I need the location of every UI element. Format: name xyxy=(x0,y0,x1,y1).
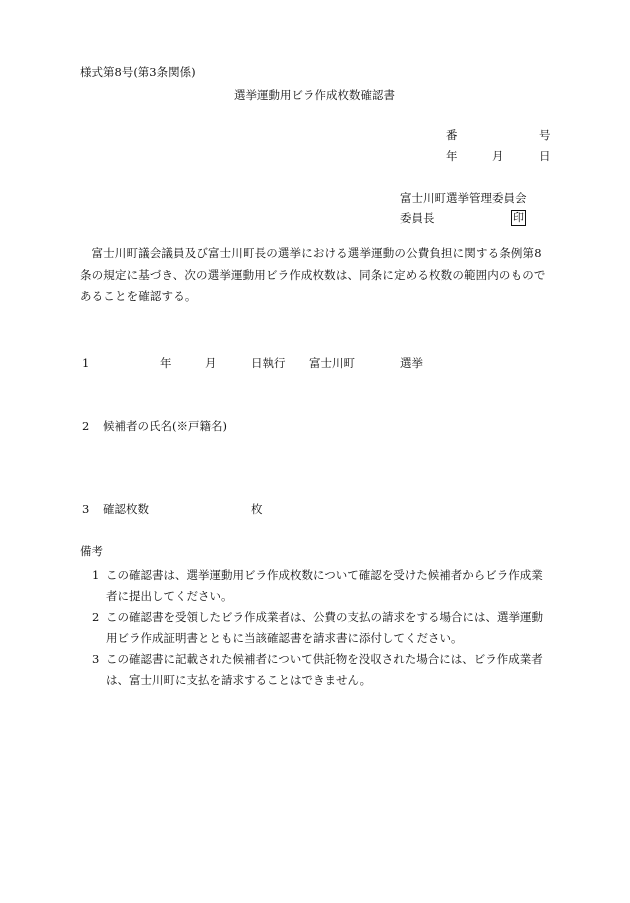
form-label: 様式第8号(第3条関係) xyxy=(80,65,196,79)
item-3-label: 確認枚数 xyxy=(103,502,149,516)
remark-3-number: 3 xyxy=(92,652,100,666)
date-month: 月 xyxy=(492,149,504,163)
document-title: 選挙運動用ビラ作成枚数確認書 xyxy=(234,88,395,102)
remark-1 xyxy=(92,565,552,607)
number-label-ban: 番 xyxy=(446,128,458,142)
item-2-number: 2 xyxy=(82,419,90,433)
item-3-unit: 枚 xyxy=(251,502,263,516)
remark-3-text: この確認書に記載された候補者について供託物を没収された場合には、ビラ作成業者は、富士川町に支払を請求することはできません。 xyxy=(106,652,543,687)
remark-1-text: この確認書は、選挙運動用ビラ作成枚数について確認を受けた候補者からビラ作成業者に提出してください。 xyxy=(106,568,543,603)
remarks-heading: 備考 xyxy=(80,544,103,558)
remark-2 xyxy=(92,607,552,649)
seal-mark: 印 xyxy=(513,211,524,224)
item-2-label: 候補者の氏名(※戸籍名) xyxy=(103,419,227,433)
item-1-town: 富士川町 xyxy=(309,356,355,370)
seal-stamp xyxy=(511,210,526,226)
date-year: 年 xyxy=(446,149,458,163)
remark-3 xyxy=(92,649,552,691)
date-day: 日 xyxy=(539,149,551,163)
number-label-go: 号 xyxy=(539,128,551,142)
item-1-day-held: 日執行 xyxy=(251,356,286,370)
issuer-org: 富士川町選挙管理委員会 xyxy=(400,191,527,205)
item-1-month: 月 xyxy=(205,356,217,370)
item-3-number: 3 xyxy=(82,502,90,516)
remark-1-number: 1 xyxy=(92,568,100,582)
body-paragraph: 富士川町議会議員及び富士川町長の選挙における選挙運動の公費負担に関する条例第8条の規定に基づき、次の選挙運動用ビラ作成枚数は、同条に定める枚数の範囲内のものであることを確認する。 xyxy=(80,246,546,303)
item-1-number: 1 xyxy=(82,356,90,370)
remark-2-text: この確認書を受領したビラ作成業者は、公費の支払の請求をする場合には、選挙運動用ビラ作成証明書とともに当該確認書を請求書に添付してください。 xyxy=(106,610,543,645)
remark-2-number: 2 xyxy=(92,610,100,624)
item-1-election: 選挙 xyxy=(400,356,423,370)
issuer-role: 委員長 xyxy=(400,211,435,225)
item-1-year: 年 xyxy=(160,356,172,370)
